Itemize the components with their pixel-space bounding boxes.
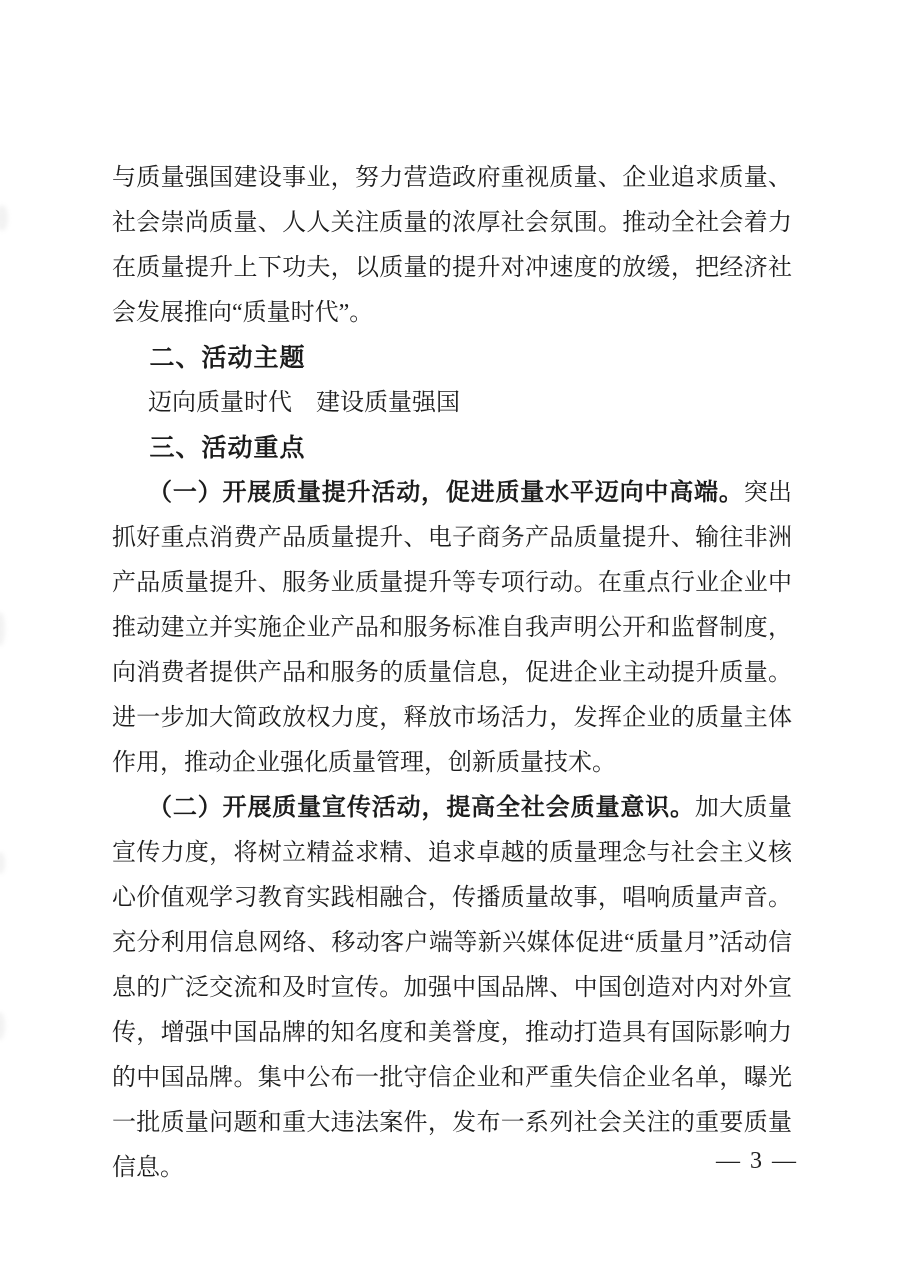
- scan-smudge: [0, 612, 5, 646]
- focus-item-2-body: 加大质量宣传力度，将树立精益求精、追求卓越的质量理念与社会主义核心价值观学习教育实践相融合，传播质量故事，唱响质量声音。充分利用信息网络、移动客户端等新兴媒体促进“质量月”活动信息的广泛交流和及时宣传。加强中国品牌、中国创造对内对外宣传，增强中国品牌的知名度和美誉度，推动打造具有国际影响力的中国品牌。集中公布一批守信企业和严重失信企业名单，曝光一批质量问题和重大违法案件，发布一系列社会关注的重要质量信息。: [112, 795, 793, 1181]
- scan-smudge: [0, 852, 5, 874]
- paragraph-focus-item-1: [112, 471, 792, 786]
- paragraph-focus-item-2: [112, 786, 792, 1191]
- section-heading-activity-focus: 三、活动重点: [149, 434, 306, 462]
- section-heading-activity-theme: 二、活动主题: [149, 344, 306, 372]
- focus-item-2-lead: （二）开展质量宣传活动，提高全社会质量意识。: [148, 795, 695, 821]
- page-number: — 3 —: [716, 1148, 798, 1174]
- document-body: [112, 156, 792, 1191]
- paragraph-continued: 与质量强国建设事业，努力营造政府重视质量、企业追求质量、社会崇尚质量、人人关注质量的浓厚社会氛围。推动全社会着力在质量提升上下功夫，以质量的提升对冲速度的放缓，把经济社会发展推向“质量时代”。: [112, 165, 792, 326]
- focus-item-1-lead: （一）开展质量提升活动，促进质量水平迈向中高端。: [148, 480, 744, 506]
- activity-theme-text: 迈向质量时代 建设质量强国: [148, 390, 460, 416]
- focus-item-1-body: 突出抓好重点消费产品质量提升、电子商务产品质量提升、输往非洲产品质量提升、服务业质量提升等专项行动。在重点行业企业中推动建立并实施企业产品和服务标准自我声明公开和监督制度，向消费者提供产品和服务的质量信息，促进企业主动提升质量。进一步加大简政放权力度，释放市场活力，发挥企业的质量主体作用，推动企业强化质量管理，创新质量技术。: [112, 480, 793, 776]
- scan-speck: [724, 165, 728, 174]
- scan-smudge: [0, 1012, 5, 1040]
- scan-smudge: [0, 205, 8, 231]
